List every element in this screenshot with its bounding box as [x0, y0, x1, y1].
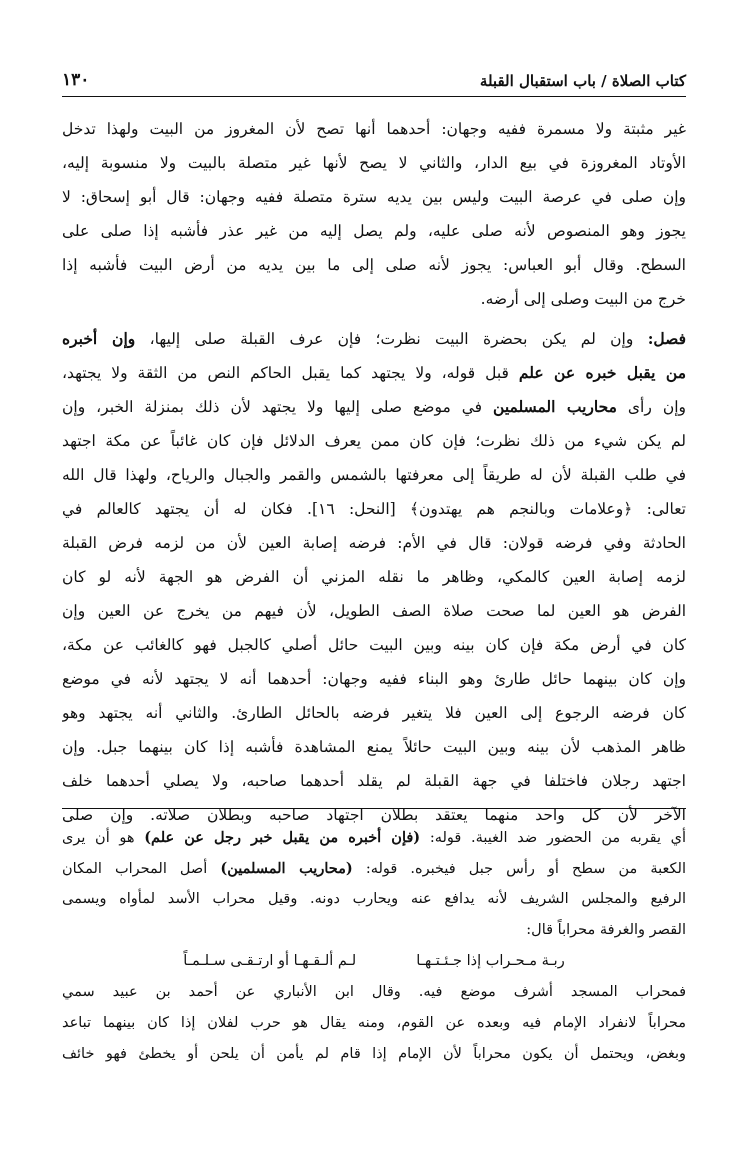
text-line: السطح. وقال أبو العباس: يجوز لأنه صلى إلى ما بين يديه من أرض البيت فأشبه إذا: [62, 256, 686, 274]
text-line: غير مثبتة ولا مسمرة ففيه وجهان: أحدهما أنها تصح لأن المغروز من البيت ولهذا تدخل: [62, 120, 686, 138]
text-line: فصل: وإن لم يكن بحضرة البيت نظرت؛ فإن عرف القبلة صلى إليها، وإن أخبره: [62, 329, 686, 348]
verse-second-hemistich: لـم ألـقـهـا أو ارتـقـى سـلـمـاً: [183, 953, 357, 969]
footnote-line: محراباً لانفراد الإمام فيه وبعده عن القوم، ومنه يقال هو حرب لفلان إذا كان بينهما تباعد: [62, 1015, 686, 1031]
footnote-line: وبغض، ويحتمل أن يكون محراباً لأن الإمام إذا قام لم يأمن أن يلحن أو يخطئ فهو خائف: [62, 1046, 686, 1062]
text-line: من يقبل خبره عن علم قبل قوله، ولا يجتهد كما يقبل الحاكم النص من الثقة ولا يجتهد،: [62, 363, 686, 382]
page-number: ١٣٠: [62, 70, 90, 90]
text-line: يجوز وهو المنصوص لأنه صلى عليه، ولم يصل إليه من غير عذر فأشبه إذا صلى على: [62, 222, 686, 240]
footnote-line: أي يقربه من الحضور ضد الغيبة. قوله: (فإن أخبره من يقبل خبر رجل عن علم) هو أن يرى: [62, 829, 686, 846]
footnote-line: فمحراب المسجد أشرف موضع فيه. وقال ابن الأنباري عن أحمد بن عبيد سمي: [62, 984, 686, 1000]
text-line: وإن صلى في عرصة البيت وليس بين يديه سترة متصلة ففيه وجهان: قال أبو إسحاق: لا: [62, 188, 686, 206]
running-title: كتاب الصلاة / باب استقبال القبلة: [479, 72, 686, 90]
text-line: تعالى: ﴿وعلامات وبالنجم هم يهتدون﴾ [النحل: ١٦]. فكان له أن يجتهد كالعالم في: [62, 500, 686, 518]
text-line: وإن كان بينهما حائل طارئ وهو البناء ففيه وجهان: أحدهما أنه لا يجتهد لأنه في موضع: [62, 670, 686, 688]
footnote-rule: [62, 808, 686, 809]
text-line: الأوتاد المغروزة في بيع الدار، والثاني لا يصح لأنها غير متصلة بالبيت ولا منسوبة إليه،: [62, 154, 686, 172]
footnote-line: الرفيع والمجلس الشريف لأنه يدافع عنه ويحارب دونه. وقيل محراب الأسد لمأواه ويسمى: [62, 891, 686, 907]
text-line: اجتهد رجلان فاختلفا في جهة القبلة لم يقلد أحدهما صاحبه، ولا يصلي أحدهما خلف: [62, 772, 686, 790]
text-line: الفرض هو العين لما صحت صلاة الصف الطويل، لأن فيهم من يخرج عن العين وإن: [62, 602, 686, 620]
text-line: الآخر لأن كل واحد منهما يعتقد بطلان اجتهاد صاحبه وبطلان صلاته. وإن صلى: [62, 806, 686, 824]
text-line: وإن رأى محاريب المسلمين في موضع صلى إليها ولا يجتهد لأن ذلك بمنزلة الخبر، وإن: [62, 397, 686, 416]
verse-first-hemistich: ربـة مـحـراب إذا جـئـتـهـا: [416, 953, 565, 969]
header-rule: [62, 96, 686, 97]
text-line: الحادثة وفي فرضه قولان: قال في الأم: فرضه إصابة العين لأن من لزمه فرض القبلة: [62, 534, 686, 552]
text-line: لم يكن شيء من ذلك نظرت؛ فإن كان ممن يعرف الدلائل فإن كان غائباً عن مكة اجتهد: [62, 432, 686, 450]
footnote-line: الكعبة من سطح أو رأس جبل فيخبره. قوله: (محاريب المسلمين) أصل المحراب المكان: [62, 860, 686, 877]
text-line: لزمه إصابة العين كالمكي، وظاهر ما نقله المزني أن الفرض هو الجهة لأنه لو كان: [62, 568, 686, 586]
section-heading: فصل:: [647, 329, 686, 348]
text-line: كان فرضه الرجوع إلى العين فلا يتغير فرضه بالحائل الطارئ. والثاني أنه يجتهد وهو: [62, 704, 686, 722]
text-line: في طلب القبلة لأن له طريقاً إلى معرفتها بالشمس والقمر والجبال والرياح، ولهذا قال الله: [62, 466, 686, 484]
text-line: كان في أرض مكة فإن كان بينه وبين البيت حائل أصلي كالجبل فهو كالغائب عن مكة،: [62, 636, 686, 654]
page-header: [62, 64, 686, 90]
poem-verse: [62, 946, 686, 977]
footnote-line: القصر والغرفة محراباً قال:: [526, 922, 686, 938]
footnote: [62, 822, 686, 1070]
text-line: ظاهر المذهب لأن بينه وبين البيت حائلاً يمنع المشاهدة فأشبه إذا كان بينهما جبل. وإن: [62, 738, 686, 756]
paragraph-1: [62, 112, 686, 316]
paragraph-2: [62, 322, 686, 832]
text-line: خرج من البيت وصلى إلى أرضه.: [480, 290, 686, 308]
